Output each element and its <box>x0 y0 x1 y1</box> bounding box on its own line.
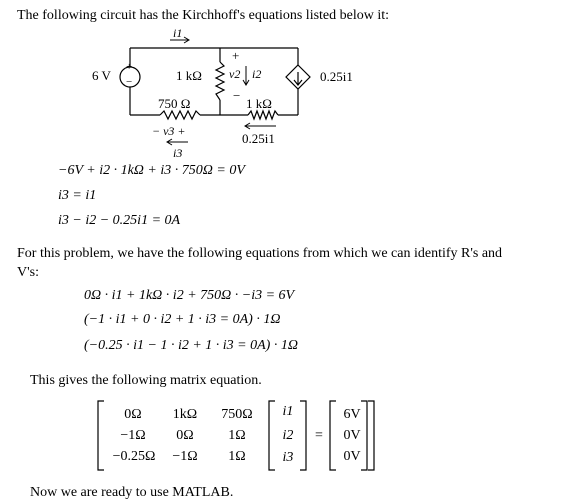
v2-label: v2 <box>229 67 241 81</box>
equation-3: (−0.25 · i1 − 1 · i2 + 1 · i3 = 0A) · 1Ω <box>84 338 298 353</box>
matrix-r-cell: −1Ω <box>120 428 146 443</box>
matrix-r-cell: 0Ω <box>124 407 142 422</box>
equation-2: (−1 · i1 + 0 · i2 + 1 · i3 = 0A) · 1Ω <box>84 312 281 327</box>
i-bracket-right <box>300 401 306 470</box>
matrix-r-cell: 0Ω <box>176 428 194 443</box>
matrix-v-cell: 0V <box>343 449 361 464</box>
matrix-r-cell: 1kΩ <box>172 407 198 422</box>
source-minus: − <box>126 76 133 88</box>
v-bracket-right <box>368 401 374 470</box>
kirchhoff-eq-2: i3 = i1 <box>58 188 97 203</box>
intro-text: The following circuit has the Kirchhoff's equations listed below it: <box>17 8 390 23</box>
v2-plus: + <box>232 48 240 63</box>
r-bracket-left <box>98 401 104 470</box>
dep-current-label: 0.25i1 <box>242 131 275 146</box>
dep-source-label: 0.25i1 <box>320 69 353 84</box>
matrix-r-cell: 1Ω <box>228 428 246 443</box>
matrix-equals: = <box>315 428 323 443</box>
resistor-bottom-right-label: 1 kΩ <box>246 96 272 111</box>
v2-minus: − <box>233 88 241 103</box>
kirchhoff-eq-3: i3 − i2 − 0.25i1 = 0A <box>58 213 181 228</box>
v3-label: − v3 + <box>152 124 186 138</box>
source-label: 6 V <box>92 68 111 83</box>
equation-1: 0Ω · i1 + 1kΩ · i2 + 750Ω · −i3 = 6V <box>84 288 295 303</box>
matrix-intro: This gives the following matrix equation. <box>30 373 262 388</box>
closing-text: Now we are ready to use MATLAB. <box>30 485 234 500</box>
matrix-v-cell: 0V <box>343 428 361 443</box>
matrix-r-cell: −0.25Ω <box>112 449 156 464</box>
matrix-r-cell: 750Ω <box>221 407 253 422</box>
matrix-v-cell: 6V <box>343 407 361 422</box>
resistor-750-label: 750 Ω <box>158 96 191 111</box>
kirchhoff-eq-1: −6V + i2 · 1kΩ + i3 · 750Ω = 0V <box>58 163 245 178</box>
matrix-i-cell: i2 <box>282 428 294 443</box>
matrix-i-cell: i3 <box>282 450 294 465</box>
i1-label: i1 <box>173 26 183 40</box>
i-bracket-left <box>269 401 275 470</box>
matrix-i-cell: i1 <box>282 404 294 419</box>
i3-label: i3 <box>173 146 183 160</box>
matrix-r-cell: −1Ω <box>172 449 198 464</box>
problem-text-line-2: V's: <box>17 265 39 280</box>
matrix-r-cell: 1Ω <box>228 449 246 464</box>
i2-label: i2 <box>252 67 262 81</box>
resistor-left-label: 1 kΩ <box>176 68 202 83</box>
source-plus: + <box>126 61 133 73</box>
problem-text-line-1: For this problem, we have the following equations from which we can identify R's and <box>17 246 503 261</box>
